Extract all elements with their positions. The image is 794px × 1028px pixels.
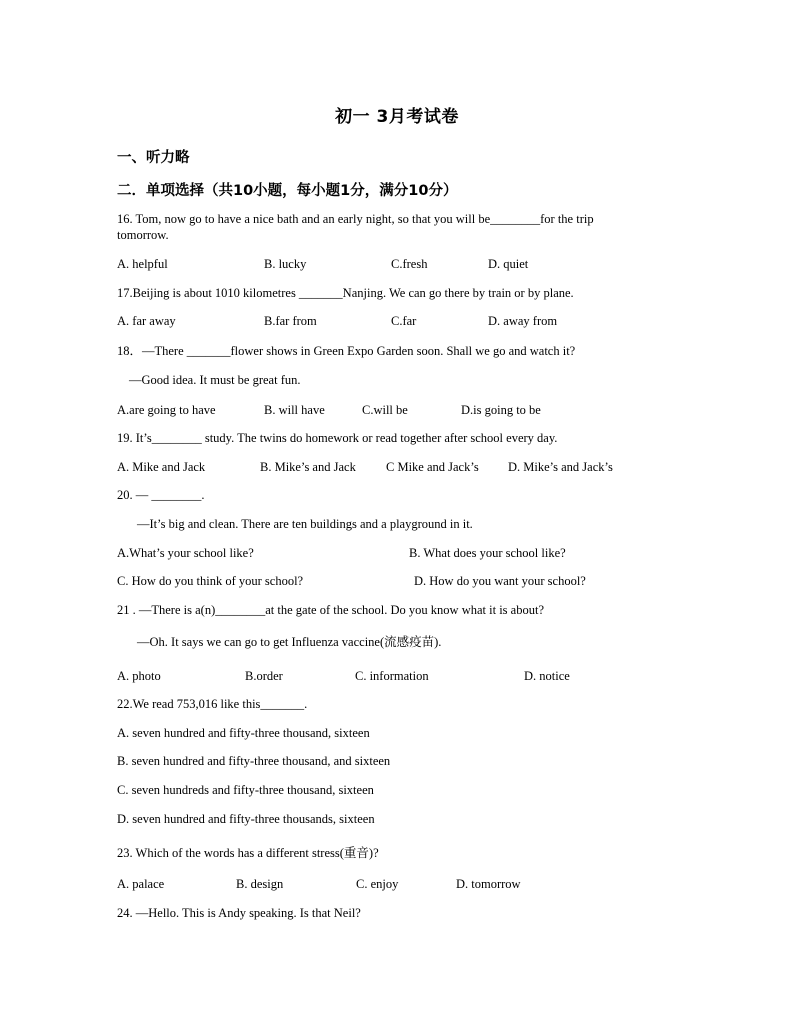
question-18-reply: —Good idea. It must be great fun.: [129, 373, 301, 387]
question-20-reply: —It’s big and clean. There are ten buildings and a playground in it.: [137, 517, 473, 531]
question-17-option-c: C.far: [391, 314, 417, 328]
question-16-option-b: B. lucky: [264, 257, 307, 271]
question-19-option-d: D. Mike’s and Jack’s: [508, 460, 613, 474]
question-16-option-d: D. quiet: [488, 257, 529, 271]
question-22-option-c: C. seven hundreds and fifty-three thousand, sixteen: [117, 783, 374, 797]
question-20-stem: 20. — ________.: [117, 488, 205, 502]
question-18-option-a: A.are going to have: [117, 403, 216, 417]
question-23-stem: 23. Which of the words has a different stress(重音)?: [117, 846, 379, 860]
question-21-reply: —Oh. It says we can go to get Influenza vaccine(流感疫苗).: [137, 635, 442, 649]
question-16-option-a: A. helpful: [117, 257, 168, 271]
question-19-stem: 19. It’s________ study. The twins do homework or read together after school every day.: [117, 431, 558, 445]
question-21-stem: 21 . —There is a(n)________at the gate of the school. Do you know what it is about?: [117, 603, 544, 617]
question-22-option-d: D. seven hundred and fifty-three thousands, sixteen: [117, 812, 375, 826]
question-16-stem: 16. Tom, now go to have a nice bath and an early night, so that you will be________for the trip tomorrow.: [117, 212, 594, 242]
question-23-option-c: C. enjoy: [356, 877, 399, 891]
question-19-option-b: B. Mike’s and Jack: [260, 460, 356, 474]
question-17-option-d: D. away from: [488, 314, 558, 328]
question-18-stem: 18．—There _______flower shows in Green Expo Garden soon. Shall we go and watch it?: [117, 344, 576, 358]
question-20-option-d: D. How do you want your school?: [414, 574, 586, 588]
question-21-option-d: D. notice: [524, 669, 570, 683]
question-23-option-d: D. tomorrow: [456, 877, 521, 891]
question-17-stem: 17.Beijing is about 1010 kilometres _______Nanjing. We can go there by train or by plane.: [117, 286, 574, 300]
question-23-option-b: B. design: [236, 877, 284, 891]
question-22-option-a: A. seven hundred and fifty-three thousand, sixteen: [117, 726, 370, 740]
question-18-option-d: D.is going to be: [461, 403, 541, 417]
question-18-option-b: B. will have: [264, 403, 325, 417]
question-16-option-c: C.fresh: [391, 257, 428, 271]
question-21-option-a: A. photo: [117, 669, 161, 683]
question-20-option-c: C. How do you think of your school?: [117, 574, 304, 588]
question-24-stem: 24. —Hello. This is Andy speaking. Is that Neil?: [117, 906, 361, 920]
question-17-option-b: B.far from: [264, 314, 317, 328]
question-22-stem: 22.We read 753,016 like this_______.: [117, 697, 308, 711]
question-20-option-b: B. What does your school like?: [409, 546, 566, 560]
question-18-option-c: C.will be: [362, 403, 408, 417]
section-single-choice: 二．单项选择（共10小题，每小题1分，满分10分）: [117, 183, 458, 199]
question-19-option-c: C Mike and Jack’s: [386, 460, 479, 474]
question-22-option-b: B. seven hundred and fifty-three thousand, and sixteen: [117, 754, 391, 768]
question-20-option-a: A.What’s your school like?: [117, 546, 254, 560]
question-19-option-a: A. Mike and Jack: [117, 460, 206, 474]
question-23-option-a: A. palace: [117, 877, 165, 891]
question-21-option-c: C. information: [355, 669, 429, 683]
section-listening: 一、听力略: [117, 150, 190, 166]
page-title: 初一 3月考试卷: [335, 107, 459, 127]
question-17-option-a: A. far away: [117, 314, 176, 328]
question-21-option-b: B.order: [245, 669, 283, 683]
